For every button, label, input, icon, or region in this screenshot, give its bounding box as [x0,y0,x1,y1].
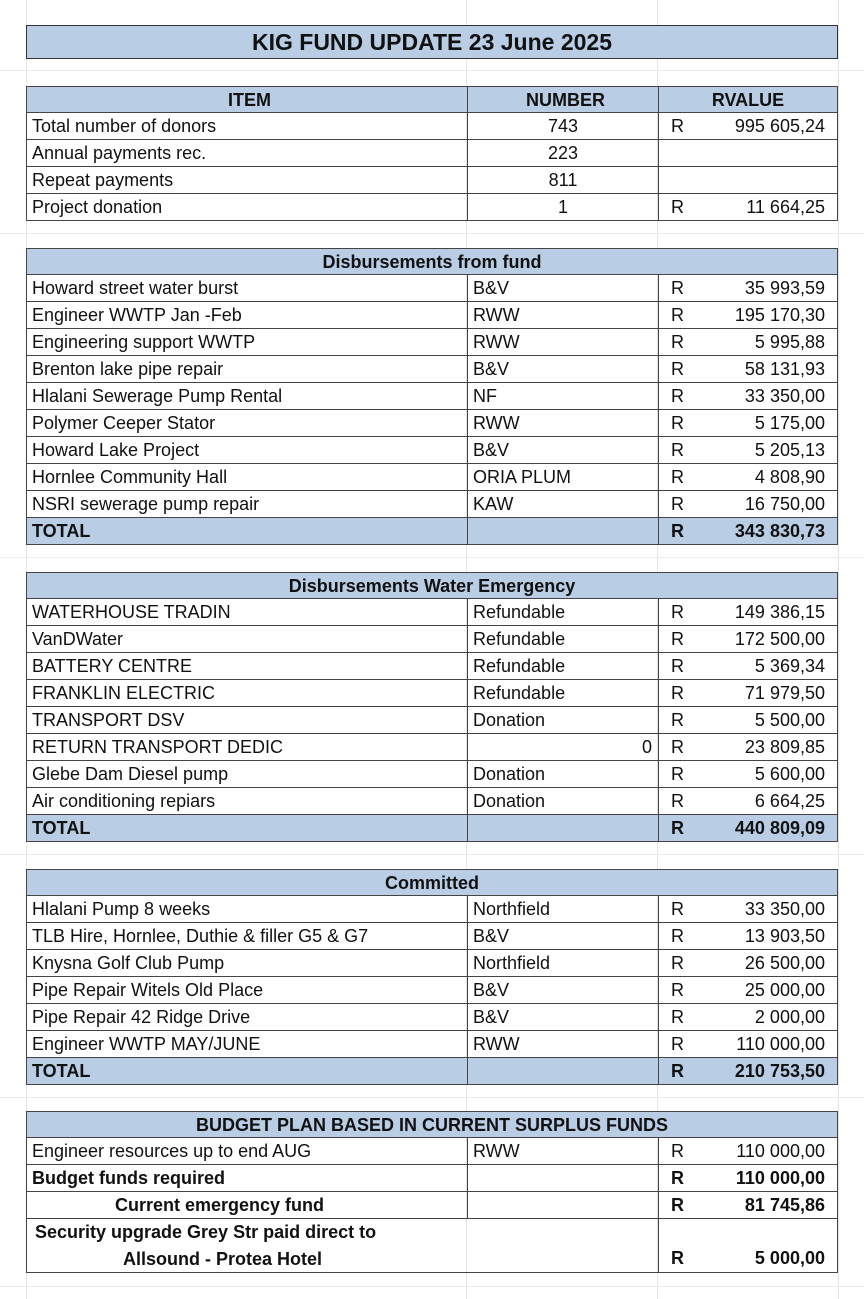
amount: 5 000,00 [754,1248,825,1268]
party-cell: Donation [467,788,658,814]
grid-line [0,854,864,855]
item-cell: Knysna Golf Club Pump [26,950,467,976]
amount: 81 745,86 [744,1195,825,1215]
amount: 11 664,25 [746,197,825,217]
amount: 110 000,00 [736,1034,825,1054]
item-cell: RETURN TRANSPORT DEDIC [26,734,467,760]
value-cell [658,113,838,139]
currency-label: R [671,1007,684,1027]
item-cell: Hornlee Community Hall [26,464,467,490]
amount: 4 808,90 [754,467,825,487]
value-cell [658,788,838,814]
item-cell: Glebe Dam Diesel pump [26,761,467,787]
currency-label: R [671,197,684,217]
value-cell [658,761,838,787]
budget-plan-table [26,1111,838,1273]
party-cell: B&V [467,923,658,949]
section-title: Committed [26,870,838,895]
section-header-row [26,869,838,896]
amount: 6 664,25 [754,791,825,811]
party-cell: B&V [467,275,658,301]
table-row [26,275,838,302]
item-cell: Pipe Repair Witels Old Place [26,977,467,1003]
value-cell [658,1004,838,1030]
table-row [26,113,838,140]
currency-label: R [671,413,684,433]
total-amount: 210 753,50 [734,1061,825,1081]
table-row [26,167,838,194]
grid-line [0,70,864,71]
party-cell: KAW [467,491,658,517]
currency-label: R [671,602,684,622]
table-row [26,302,838,329]
item-cell: Polymer Ceeper Stator [26,410,467,436]
currency-label: R [671,305,684,325]
committed-table [26,869,838,1085]
number-cell: 811 [467,167,658,193]
table-row [26,923,838,950]
col-header-number: NUMBER [467,87,658,112]
currency-label: R [671,899,684,919]
amount: 995 605,24 [734,116,825,136]
value-cell [658,923,838,949]
party-cell: RWW [467,1138,658,1164]
item-cell: Engineer WWTP Jan -Feb [26,302,467,328]
col-header-rvalue: RVALUE [658,87,838,112]
amount: 13 903,50 [744,926,825,946]
empty-cell [467,815,658,841]
value-cell [658,599,838,625]
item-cell: TRANSPORT DSV [26,707,467,733]
currency-label: R [671,1248,684,1268]
currency-label: R [671,764,684,784]
amount: 195 170,30 [734,305,825,325]
table-row [26,491,838,518]
item-cell: Hlalani Pump 8 weeks [26,896,467,922]
party-cell: RWW [467,329,658,355]
amount: 58 131,93 [744,359,825,379]
table-row [26,1004,838,1031]
total-label: TOTAL [26,1058,467,1084]
value-cell [658,356,838,382]
table-row [26,383,838,410]
value-cell [658,329,838,355]
table-row [26,599,838,626]
amount: 26 500,00 [744,953,825,973]
col-header-item: ITEM [26,87,467,112]
currency-label: R [671,1141,684,1161]
party-cell: Northfield [467,896,658,922]
amount: 5 500,00 [754,710,825,730]
party-cell: B&V [467,1004,658,1030]
value-cell [658,518,838,544]
value-cell [658,626,838,652]
currency-label: R [671,1034,684,1054]
summary-header-row [26,86,838,113]
security-upgrade-row [26,1219,838,1273]
section-title: Disbursements from fund [26,249,838,274]
party-cell: Refundable [467,626,658,652]
currency-label: R [671,440,684,460]
value-cell [658,383,838,409]
party-cell: Donation [467,707,658,733]
amount: 5 369,34 [754,656,825,676]
amount: 5 175,00 [754,413,825,433]
item-cell: FRANKLIN ELECTRIC [26,680,467,706]
item-cell: Howard street water burst [26,275,467,301]
budget-required-row [26,1165,838,1192]
currency-label: R [671,116,684,136]
empty-cell [467,1165,658,1191]
item-cell [26,1219,658,1272]
amount: 2 000,00 [754,1007,825,1027]
value-cell [658,815,838,841]
section-header-row [26,248,838,275]
item-cell: Hlalani Sewerage Pump Rental [26,383,467,409]
party-cell: NF [467,383,658,409]
currency-label: R [671,953,684,973]
table-row [26,707,838,734]
currency-label: R [671,386,684,406]
table-row [26,1031,838,1058]
currency-label: R [671,926,684,946]
total-label: TOTAL [26,518,467,544]
currency-label: R [671,1168,684,1188]
disbursements-fund-table [26,248,838,545]
value-cell [658,977,838,1003]
value-cell [658,464,838,490]
amount: 5 995,88 [754,332,825,352]
amount: 23 809,85 [744,737,825,757]
item-line-1: Security upgrade Grey Str paid direct to [35,1222,377,1242]
currency-label: R [671,467,684,487]
table-row [26,329,838,356]
item-cell: Total number of donors [26,113,467,139]
total-row [26,815,838,842]
grid-line [0,557,864,558]
section-title: Disbursements Water Emergency [26,573,838,598]
item-cell: Howard Lake Project [26,437,467,463]
disbursements-water-table [26,572,838,842]
item-cell: Pipe Repair 42 Ridge Drive [26,1004,467,1030]
party-cell: Refundable [467,653,658,679]
item-cell: Current emergency fund [26,1192,467,1218]
currency-label: R [671,629,684,649]
amount: 33 350,00 [744,386,825,406]
party-cell: ORIA PLUM [467,464,658,490]
table-row [26,977,838,1004]
value-cell [658,1165,838,1191]
number-cell: 1 [467,194,658,220]
party-cell: Refundable [467,680,658,706]
table-row [26,1138,838,1165]
value-cell [658,1058,838,1084]
grid-line [0,1286,864,1287]
party-cell: 0 [467,734,658,760]
item-cell: Repeat payments [26,167,467,193]
currency-label: R [671,1195,684,1215]
value-cell [658,1031,838,1057]
amount: 25 000,00 [744,980,825,1000]
amount: 172 500,00 [734,629,825,649]
amount: 16 750,00 [744,494,825,514]
value-cell [658,1192,838,1218]
summary-table [26,86,838,221]
currency-label: R [671,359,684,379]
item-cell: VanDWater [26,626,467,652]
party-cell: Donation [467,761,658,787]
section-header-row [26,572,838,599]
currency-label: R [671,683,684,703]
number-cell: 223 [467,140,658,166]
party-cell: B&V [467,437,658,463]
value-cell [658,896,838,922]
table-row [26,626,838,653]
item-cell: NSRI sewerage pump repair [26,491,467,517]
party-cell: RWW [467,302,658,328]
value-cell [658,194,838,220]
total-row [26,518,838,545]
table-row [26,464,838,491]
party-cell: B&V [467,356,658,382]
item-cell: Project donation [26,194,467,220]
party-cell: RWW [467,1031,658,1057]
empty-cell [467,1192,658,1218]
amount: 71 979,50 [744,683,825,703]
currency-label: R [671,278,684,298]
empty-cell [467,1058,658,1084]
value-cell [658,410,838,436]
value-cell [658,734,838,760]
currency-label: R [671,980,684,1000]
total-amount: 343 830,73 [734,521,825,541]
amount: 33 350,00 [744,899,825,919]
amount: 110 000,00 [735,1168,825,1188]
total-label: TOTAL [26,815,467,841]
page-title: KIG FUND UPDATE 23 June 2025 [26,25,838,59]
item-cell: BATTERY CENTRE [26,653,467,679]
value-cell [658,707,838,733]
item-cell: WATERHOUSE TRADIN [26,599,467,625]
value-cell [658,302,838,328]
amount: 5 205,13 [754,440,825,460]
party-cell: RWW [467,410,658,436]
item-cell: Engineer resources up to end AUG [26,1138,467,1164]
table-row [26,140,838,167]
value-cell [658,167,838,193]
amount: 35 993,59 [744,278,825,298]
item-cell: Annual payments rec. [26,140,467,166]
value-cell [658,1219,838,1272]
item-cell: Air conditioning repiars [26,788,467,814]
item-cell: Brenton lake pipe repair [26,356,467,382]
currency-label: R [671,656,684,676]
grid-line [0,233,864,234]
value-cell [658,950,838,976]
table-row [26,761,838,788]
amount: 110 000,00 [736,1141,825,1161]
grid-line [0,1097,864,1098]
currency-label: R [671,818,684,838]
empty-cell [467,518,658,544]
value-cell [658,680,838,706]
table-row [26,896,838,923]
item-cell: Engineering support WWTP [26,329,467,355]
value-cell [658,437,838,463]
currency-label: R [671,710,684,730]
table-row [26,680,838,707]
item-cell: TLB Hire, Hornlee, Duthie & filler G5 & G7 [26,923,467,949]
table-row [26,950,838,977]
item-line-2: Allsound - Protea Hotel [123,1249,323,1269]
currency-label: R [671,521,684,541]
table-row [26,788,838,815]
table-row [26,437,838,464]
party-cell: Northfield [467,950,658,976]
section-header-row [26,1111,838,1138]
party-cell: B&V [467,977,658,1003]
table-row [26,653,838,680]
currency-label: R [671,332,684,352]
value-cell [658,140,838,166]
section-title: BUDGET PLAN BASED IN CURRENT SURPLUS FUNDS [26,1112,838,1137]
party-cell: Refundable [467,599,658,625]
total-amount: 440 809,09 [734,818,825,838]
value-cell [658,491,838,517]
value-cell [658,275,838,301]
total-row [26,1058,838,1085]
number-cell: 743 [467,113,658,139]
emergency-fund-row [26,1192,838,1219]
amount: 5 600,00 [754,764,825,784]
value-cell [658,1138,838,1164]
table-row [26,194,838,221]
item-cell: Budget funds required [26,1165,467,1191]
table-row [26,410,838,437]
value-cell [658,653,838,679]
table-row [26,356,838,383]
currency-label: R [671,494,684,514]
item-cell: Engineer WWTP MAY/JUNE [26,1031,467,1057]
currency-label: R [671,791,684,811]
amount: 149 386,15 [734,602,825,622]
grid-line [838,0,839,1299]
table-row [26,734,838,761]
currency-label: R [671,1061,684,1081]
currency-label: R [671,737,684,757]
